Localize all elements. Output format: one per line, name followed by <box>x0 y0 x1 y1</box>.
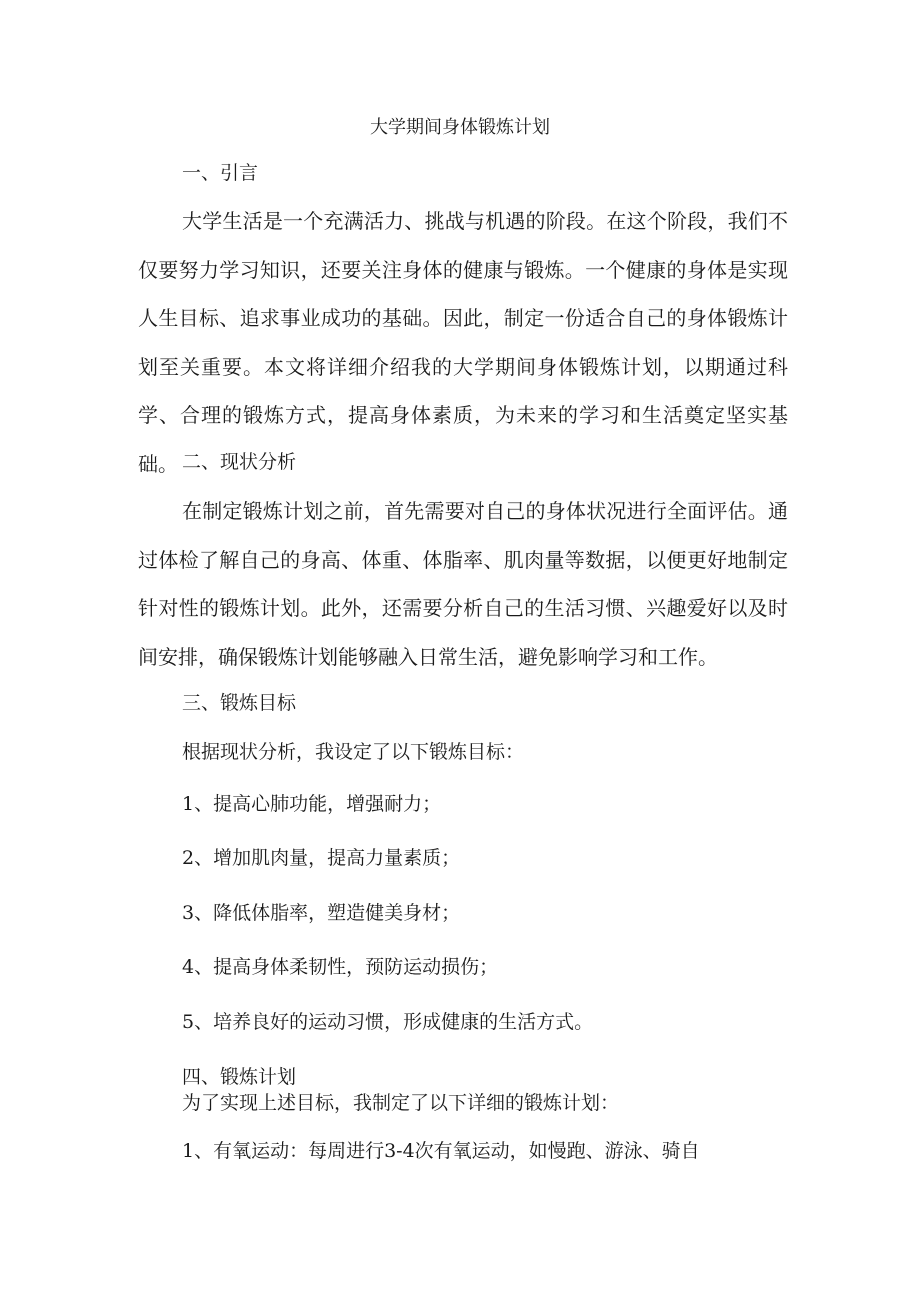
document-title: 大学期间身体锻炼计划 <box>370 117 550 138</box>
section-heading-goals: 三、锻炼目标 <box>182 692 297 714</box>
section-heading-intro: 一、引言 <box>182 162 259 184</box>
goal-item: 5、培养良好的运动习惯，形成健康的生活方式。 <box>182 1011 594 1033</box>
goal-item: 4、提高身体柔韧性，预防运动损伤； <box>182 956 499 978</box>
plan-item: 1、有氧运动：每周进行3-4次有氧运动，如慢跑、游泳、骑自 <box>182 1140 700 1162</box>
goal-item: 2、增加肌肉量，提高力量素质； <box>182 847 461 869</box>
section-heading-status: 二、现状分析 <box>182 451 297 473</box>
section-heading-plan: 四、锻炼计划 <box>182 1066 297 1088</box>
intro-paragraph: 大学生活是一个充满活力、挑战与机遇的阶段。在这个阶段，我们不仅要努力学习知识，还要关注身体的健康与锻炼。一个健康的身体是实现人生目标、追求事业成功的基础。因此，制定一份适合自己的身体锻炼计划至关重要。本文将详细介绍我的大学期间身体锻炼计划，以期通过科学、合理的锻炼方式，提高身体素质，为未来的学习和生活奠定坚实基础。 <box>138 209 788 476</box>
plan-intro: 为了实现上述目标，我制定了以下详细的锻炼计划： <box>182 1092 620 1114</box>
status-paragraph: 在制定锻炼计划之前，首先需要对自己的身体状况进行全面评估。通过体检了解自己的身高、体重、体脂率、肌肉量等数据，以便更好地制定针对性的锻炼计划。此外，还需要分析自己的生活习惯、兴趣爱好以及时间安排，确保锻炼计划能够融入日常生活，避免影响学习和工作。 <box>138 499 788 669</box>
goal-item: 1、提高心肺功能，增强耐力； <box>182 793 442 815</box>
goal-item: 3、降低体脂率，塑造健美身材； <box>182 902 461 924</box>
goals-intro: 根据现状分析，我设定了以下锻炼目标： <box>182 741 525 763</box>
